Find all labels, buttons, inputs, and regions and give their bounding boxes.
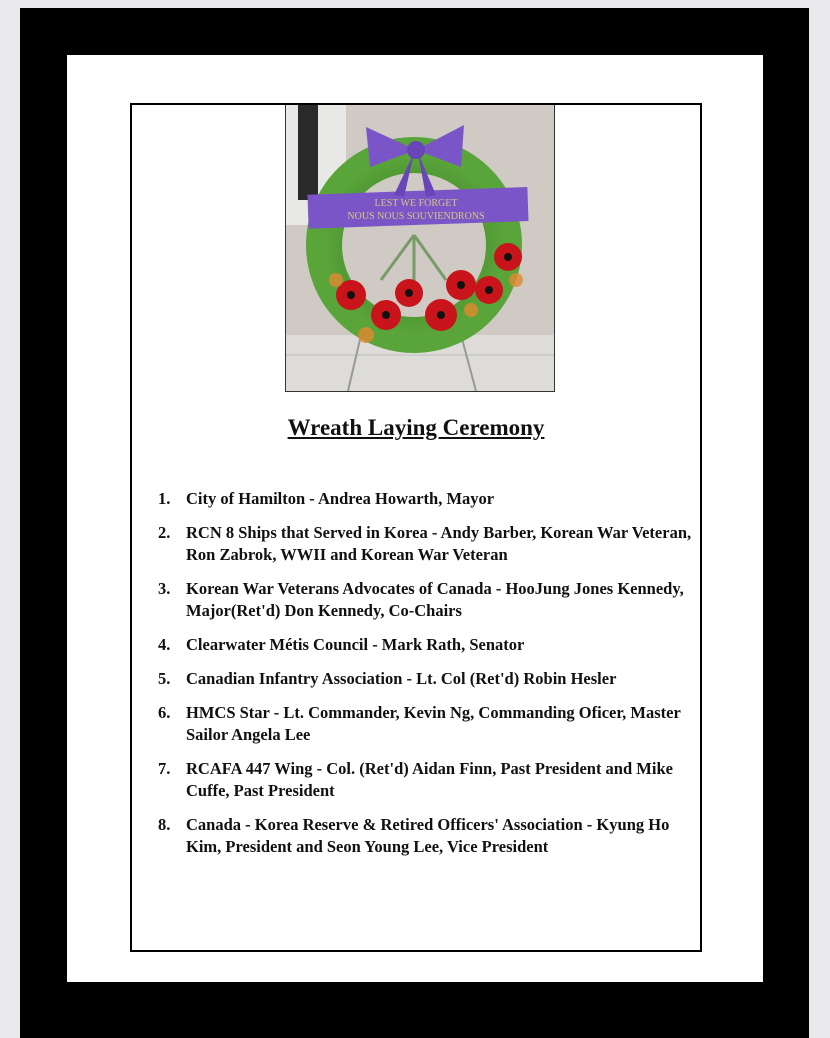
item-number: 5.	[158, 669, 171, 688]
item-text: Clearwater Métis Council - Mark Rath, Senator	[186, 635, 525, 654]
item-text: City of Hamilton - Andrea Howarth, Mayor	[186, 489, 495, 508]
item-text: Canadian Infantry Association - Lt. Col (Ret'd) Robin Hesler	[186, 669, 617, 688]
ribbon-text-line2: NOUS NOUS SOUVIENDRONS	[347, 211, 485, 222]
list-item	[158, 668, 698, 690]
wreath-photo	[285, 105, 555, 392]
item-number: 4.	[158, 635, 171, 654]
item-number: 8.	[158, 815, 171, 834]
wreath-laying-list	[158, 488, 698, 870]
list-item	[158, 814, 698, 858]
item-number: 3.	[158, 579, 171, 598]
item-number: 1.	[158, 489, 171, 508]
item-text: HMCS Star - Lt. Commander, Kevin Ng, Commanding Oficer, Master Sailor Angela Lee	[186, 703, 681, 744]
program-page	[130, 103, 702, 952]
item-number: 7.	[158, 759, 171, 778]
list-item	[158, 634, 698, 656]
item-text: Canada - Korea Reserve & Retired Officers' Association - Kyung Ho Kim, President and Seon Young Lee, Vice President	[186, 815, 670, 856]
item-number: 6.	[158, 703, 171, 722]
list-item	[158, 702, 698, 746]
list-item	[158, 578, 698, 622]
ribbon-text-line1: LEST WE FORGET	[374, 198, 458, 209]
item-text: RCN 8 Ships that Served in Korea - Andy Barber, Korean War Veteran, Ron Zabrok, WWII and Korean War Veteran	[186, 523, 692, 564]
page-title: Wreath Laying Ceremony	[287, 415, 545, 440]
item-number: 2.	[158, 523, 171, 542]
list-item	[158, 488, 698, 510]
list-item	[158, 758, 698, 802]
list-item	[158, 522, 698, 566]
item-text: RCAFA 447 Wing - Col. (Ret'd) Aidan Finn, Past President and Mike Cuffe, Past President	[186, 759, 673, 800]
item-text: Korean War Veterans Advocates of Canada - HooJung Jones Kennedy, Major(Ret'd) Don Kennedy, Co-Chairs	[186, 579, 684, 620]
